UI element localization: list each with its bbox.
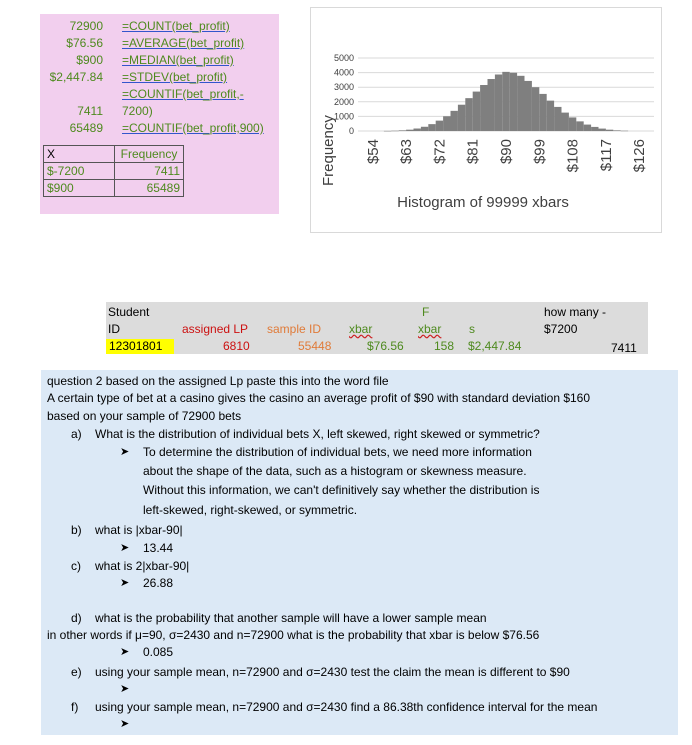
histogram-bar	[554, 107, 561, 131]
countif-value: 7411	[77, 104, 103, 118]
sample-id-value: 55448	[298, 339, 332, 353]
student-id-value[interactable]: 12301801	[106, 339, 174, 354]
label-f: F	[422, 305, 430, 319]
question-d: what is the probability that another sample will have a lower sample mean	[95, 611, 487, 625]
question-c: what is 2|xbar-90|	[95, 559, 190, 573]
student-band	[106, 302, 648, 354]
arrow-bullet-icon: ➤	[120, 542, 130, 554]
x-tick-label: $99	[531, 139, 549, 165]
median-formula[interactable]: =MEDIAN(bet_profit)	[122, 53, 234, 67]
histogram-bar	[621, 131, 628, 132]
count-formula[interactable]: =COUNT(bet_profit)	[122, 19, 230, 33]
x-tick-label: $63	[398, 139, 416, 165]
table-row	[44, 163, 184, 180]
question-line2: A certain type of bet at a casino gives the casino an average profit of $90 with standard deviation $160	[47, 391, 591, 405]
frequency-table	[43, 145, 184, 197]
histogram-bar	[443, 116, 450, 131]
x-tick-label: $126	[631, 139, 649, 173]
answer-b: 13.44	[143, 541, 174, 555]
histogram-bar	[436, 121, 443, 131]
answer-d: 0.085	[143, 645, 174, 659]
xbar-value: $76.56	[367, 339, 404, 353]
chart-title: Histogram of 99999 xbars	[397, 194, 569, 211]
y-tick-label: 4000	[333, 67, 354, 78]
table-cell: $-7200	[44, 163, 115, 180]
histogram-bar	[391, 131, 398, 132]
histogram-bar	[473, 92, 480, 131]
x-tick-label: $54	[364, 139, 382, 165]
e-label: e)	[71, 665, 82, 679]
histogram-bar	[510, 73, 517, 131]
question-d-line2: in other words if μ=90, σ=2430 and n=72900 what is the probability that xbar is below $76.56	[47, 628, 540, 642]
histogram-bar	[414, 129, 421, 131]
question-line3: based on your sample of 72900 bets	[47, 409, 242, 423]
y-axis-label: Frequency	[320, 115, 337, 186]
f-label: f)	[71, 700, 79, 714]
question-block	[41, 370, 678, 735]
histogram-bar	[517, 76, 524, 131]
x-tick-label: $81	[464, 139, 482, 165]
histogram-bar	[576, 121, 583, 131]
question-b: what is |xbar-90|	[95, 523, 183, 537]
arrow-bullet-icon: ➤	[120, 446, 130, 458]
label-xbar: xbar	[349, 322, 373, 336]
histogram-bar	[591, 127, 598, 131]
histogram-bar	[495, 74, 502, 131]
arrow-bullet-icon: ➤	[120, 718, 130, 730]
x-tick-label: $108	[564, 139, 582, 173]
label-id: ID	[108, 322, 120, 336]
question-intro: question 2 based on the assigned Lp paste this into the word file	[47, 374, 389, 388]
b-label: b)	[71, 523, 82, 537]
histogram-bar	[421, 127, 428, 131]
countif2-formula[interactable]: =COUNTIF(bet_profit,900)	[122, 121, 264, 135]
answer-a-line2: about the shape of the data, such as a histogram or skewness measure.	[143, 464, 527, 478]
c-label: c)	[71, 559, 81, 573]
histogram-bar	[488, 79, 495, 131]
average-value: $76.56	[66, 36, 103, 50]
average-formula[interactable]: =AVERAGE(bet_profit)	[122, 36, 245, 50]
header-frequency: Frequency	[115, 146, 184, 163]
label-assigned-lp: assigned LP	[182, 322, 249, 336]
histogram-chart[interactable]	[310, 7, 662, 233]
arrow-bullet-icon: ➤	[120, 646, 130, 658]
arrow-bullet-icon: ➤	[120, 683, 130, 695]
label-student: Student	[108, 305, 150, 319]
histogram-bar	[539, 94, 546, 131]
y-tick-label: 5000	[333, 53, 354, 63]
histogram-bar	[406, 130, 413, 131]
median-value: $900	[76, 53, 103, 67]
count-value: 72900	[69, 19, 103, 33]
x-tick-label: $117	[597, 139, 615, 172]
table-header-row	[44, 146, 184, 163]
formula-block	[40, 14, 279, 214]
table-cell: 7411	[115, 163, 184, 180]
histogram-bar	[458, 105, 465, 131]
countif-formula-line2: 7200)	[122, 104, 153, 118]
label-sample-id: sample ID	[267, 322, 322, 336]
table-row	[44, 180, 184, 197]
question-a: What is the distribution of individual bets X, left skewed, right skewed or symmetric?	[95, 427, 540, 441]
a-label: a)	[71, 427, 82, 441]
histogram-bar	[384, 131, 391, 132]
x-tick-label: $72	[431, 139, 449, 165]
d-label: d)	[71, 611, 82, 625]
answer-a-line4: left-skewed, right-skewed, or symmetric.	[143, 503, 358, 517]
s-value: $2,447.84	[468, 339, 522, 353]
answer-a-line1: To determine the distribution of individual bets, we need more information	[143, 445, 532, 459]
label-7200: $7200	[544, 322, 578, 336]
x-tick-label: $90	[498, 139, 515, 165]
y-tick-label: 3000	[333, 82, 354, 93]
histogram-svg	[311, 8, 661, 232]
histogram-bar	[606, 130, 613, 131]
label-s: s	[469, 322, 475, 336]
header-x: X	[44, 146, 115, 163]
question-e: using your sample mean, n=72900 and σ=2430 test the claim the mean is different to $90	[95, 665, 570, 679]
histogram-bar	[428, 124, 435, 131]
histogram-bar	[451, 111, 458, 131]
table-cell: $900	[44, 180, 115, 197]
question-f: using your sample mean, n=72900 and σ=2430 find a 86.38th confidence interval for the mean	[95, 700, 598, 714]
answer-c: 26.88	[143, 576, 174, 590]
histogram-bar	[480, 85, 487, 131]
stdev-value: $2,447.84	[49, 70, 103, 84]
y-tick-label: 1000	[333, 111, 354, 122]
histogram-bar	[562, 113, 569, 131]
y-tick-label: 0	[348, 126, 354, 136]
label-f-xbar: xbar	[418, 322, 442, 336]
f-value: 158	[434, 339, 455, 353]
histogram-bar	[532, 87, 539, 131]
histogram-bar	[584, 125, 591, 131]
table-cell: 65489	[115, 180, 184, 197]
histogram-bar	[547, 101, 554, 131]
stdev-formula[interactable]: =STDEV(bet_profit)	[122, 70, 228, 84]
histogram-bar	[569, 117, 576, 131]
histogram-bar	[599, 129, 606, 131]
lp-value: 6810	[223, 339, 250, 353]
histogram-bar	[502, 72, 509, 131]
histogram-bar	[525, 81, 532, 131]
histogram-bar	[399, 130, 406, 131]
histogram-bar	[465, 98, 472, 131]
how-many-value: 7411	[611, 341, 637, 355]
countif2-value: 65489	[69, 121, 103, 135]
y-tick-label: 2000	[333, 96, 354, 107]
arrow-bullet-icon: ➤	[120, 577, 130, 589]
answer-a-line3: Without this information, we can't definitively say whether the distribution is	[143, 483, 540, 497]
label-how-many: how many -	[544, 305, 607, 319]
countif-formula-line1[interactable]: =COUNTIF(bet_profit,-	[122, 87, 244, 101]
histogram-bar	[613, 130, 620, 131]
